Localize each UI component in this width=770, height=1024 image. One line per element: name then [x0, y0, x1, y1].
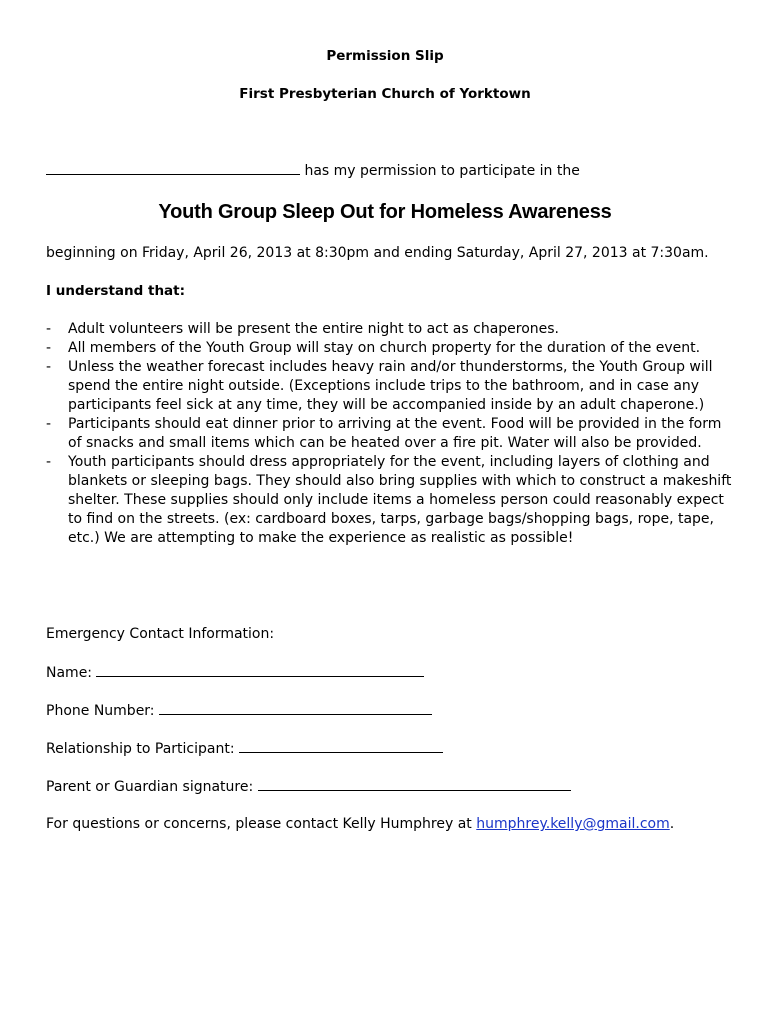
list-item	[46, 358, 736, 415]
list-item-text: Youth participants should dress appropriately for the event, including layers of clothing and blankets or sleeping bags. They should also bring supplies with which to construct a makeshift shelter. These supplies should only include items a homeless person could reasonably expect to find on the streets. (ex: cardboard boxes, tarps, garbage bags/shopping bags, rope, tape, etc.) We are attempting to make the experience as realistic as possible!	[68, 454, 732, 546]
participant-permission-line	[46, 162, 580, 179]
bullet-dash: -	[46, 321, 52, 337]
emergency-name-row	[46, 664, 424, 681]
list-item	[46, 339, 736, 358]
emergency-contact-heading: Emergency Contact Information:	[46, 626, 275, 642]
church-name: First Presbyterian Church of Yorktown	[239, 86, 531, 102]
document-title: Permission Slip	[326, 48, 444, 64]
permission-text: has my permission to participate in the	[300, 163, 580, 179]
list-item-text: Participants should eat dinner prior to arriving at the event. Food will be provided in the form of snacks and small items which can be heated over a fire pit. Water will also be provided.	[68, 416, 722, 451]
name-field[interactable]	[96, 664, 424, 677]
list-item	[46, 415, 736, 453]
questions-text: For questions or concerns, please contact Kelly Humphrey at	[46, 816, 477, 832]
bullet-dash: -	[46, 359, 52, 375]
understand-heading: I understand that:	[46, 283, 186, 299]
list-item	[46, 453, 736, 548]
questions-contact-line	[46, 816, 674, 832]
participant-name-blank[interactable]	[46, 162, 300, 175]
bullet-dash: -	[46, 454, 52, 470]
phone-label: Phone Number:	[46, 703, 159, 719]
bullet-dash: -	[46, 340, 52, 356]
questions-trailing: .	[669, 816, 675, 832]
name-label: Name:	[46, 665, 97, 681]
guardian-signature-row	[46, 778, 571, 795]
list-item-text: All members of the Youth Group will stay on church property for the duration of the event.	[68, 340, 701, 356]
list-item-text: Unless the weather forecast includes heavy rain and/or thunderstorms, the Youth Group will spend the entire night outside. (Exceptions include trips to the bathroom, and in case any participants feel sick at any time, they will be accompanied inside by an adult chaperone.)	[68, 359, 713, 413]
contact-email-link[interactable]: humphrey.kelly@gmail.com	[476, 816, 670, 832]
event-title: Youth Group Sleep Out for Homeless Awareness	[158, 201, 612, 223]
list-item	[46, 320, 736, 339]
event-dates: beginning on Friday, April 26, 2013 at 8:30pm and ending Saturday, April 27, 2013 at 7:30am.	[46, 245, 709, 261]
conditions-list	[46, 320, 736, 548]
bullet-dash: -	[46, 416, 52, 432]
phone-field[interactable]	[159, 702, 432, 715]
signature-field[interactable]	[258, 778, 571, 791]
signature-label: Parent or Guardian signature:	[46, 779, 258, 795]
list-item-text: Adult volunteers will be present the entire night to act as chaperones.	[68, 321, 560, 337]
emergency-phone-row	[46, 702, 432, 719]
relationship-label: Relationship to Participant:	[46, 741, 240, 757]
emergency-relationship-row	[46, 740, 443, 757]
relationship-field[interactable]	[239, 740, 443, 753]
